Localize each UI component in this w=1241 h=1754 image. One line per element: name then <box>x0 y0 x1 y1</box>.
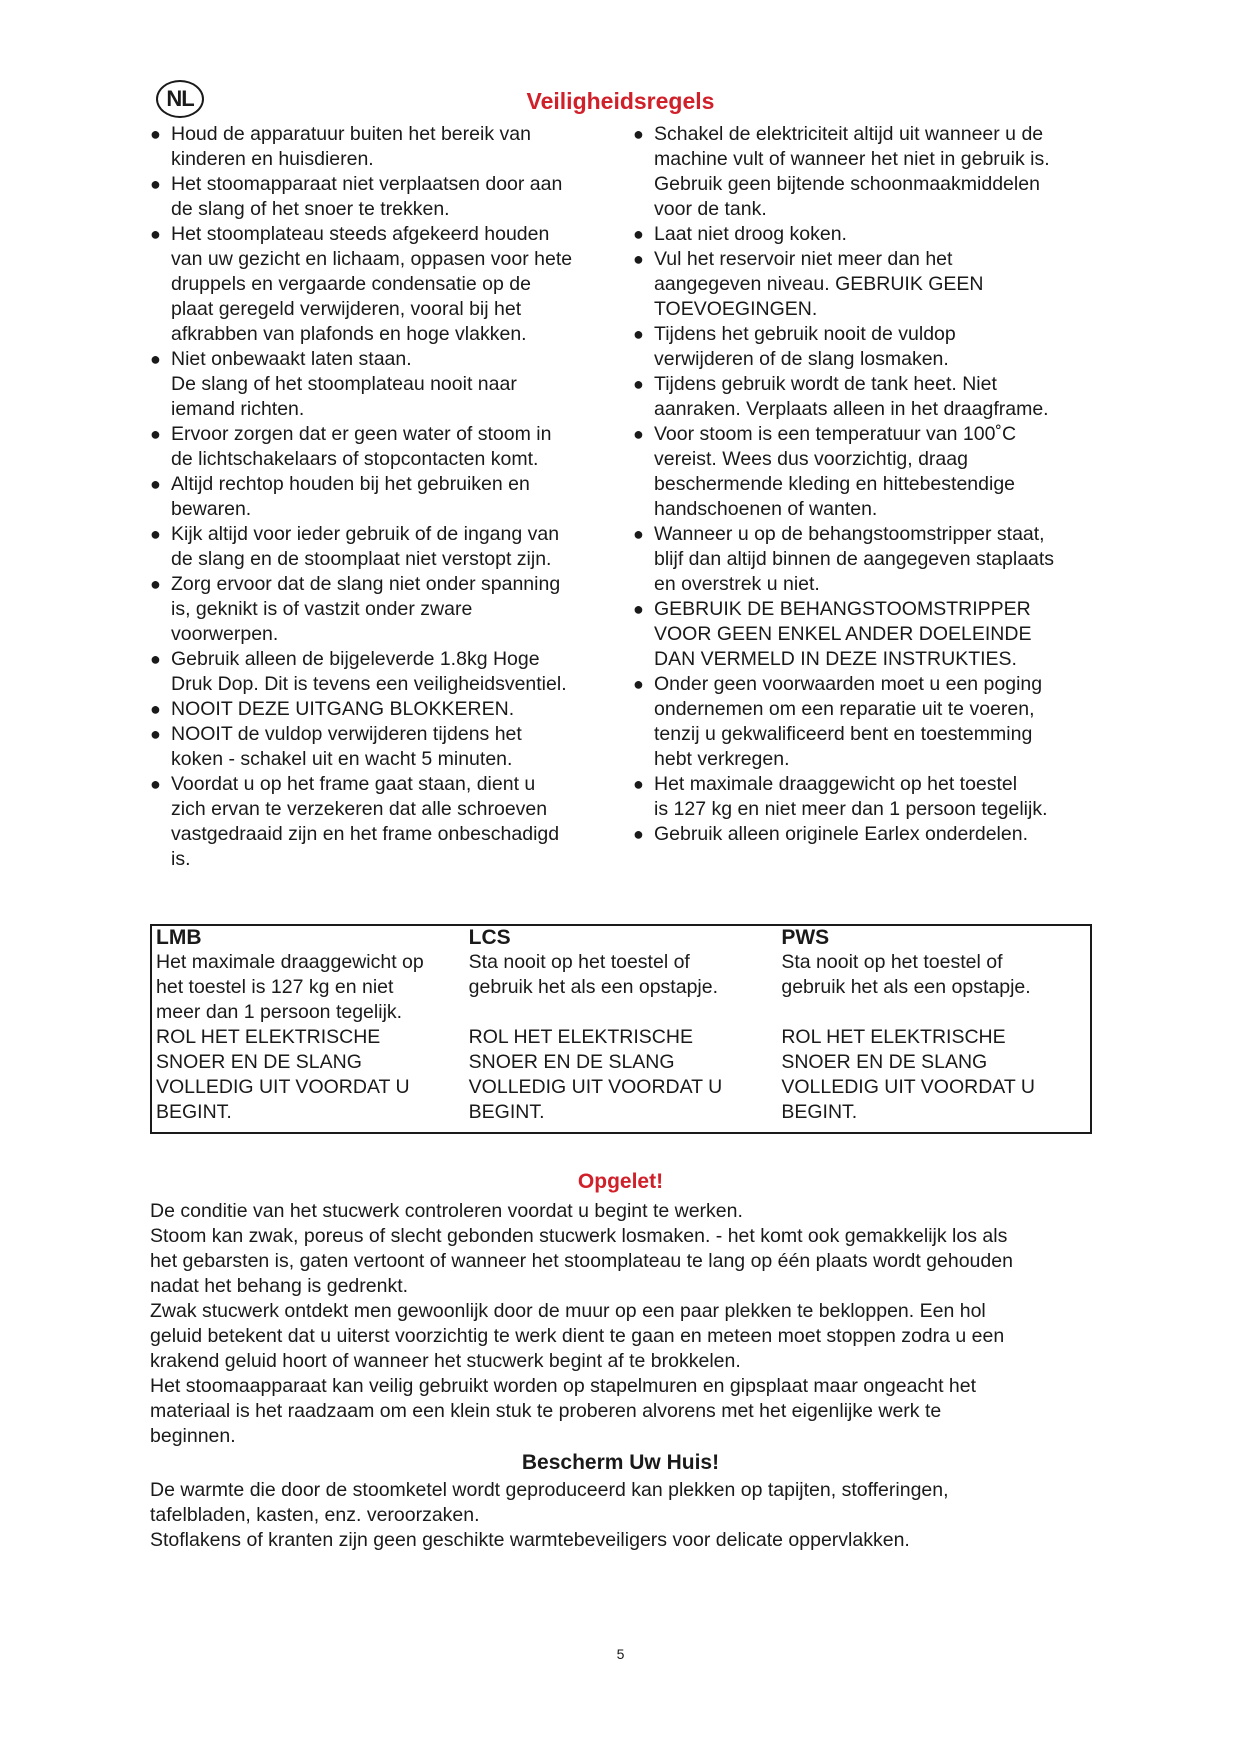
safety-rule-text: Tijdens het gebruik nooit de vuldop verwijderen of de slang losmaken. <box>654 323 956 370</box>
model-instruction: ROL HET ELEKTRISCHE SNOER EN DE SLANG VOLLEDIG UIT VOORDAT U BEGINT. <box>468 1026 723 1123</box>
bullet-icon: ● <box>633 774 644 794</box>
safety-rule-text: Het stoomapparaat niet verplaatsen door aan de slang of het snoer te trekken. <box>171 173 563 220</box>
safety-rule <box>150 772 610 872</box>
safety-rule-text: NOOIT DEZE UITGANG BLOKKEREN. <box>171 698 515 720</box>
bullet-icon: ● <box>633 324 644 344</box>
safety-rule <box>633 422 1103 522</box>
bullet-icon: ● <box>150 124 161 144</box>
models-table <box>150 924 1092 1134</box>
safety-rule-text: Kijk altijd voor ieder gebruik of de ingang van de slang en de stoomplaat niet verstopt zijn. <box>171 523 560 570</box>
safety-rules-right-column <box>633 122 1103 847</box>
caution-title: Opgelet! <box>577 1170 664 1193</box>
safety-rule-text: Voordat u op het frame gaat staan, dient u zich ervan te verzekeren dat alle schroeven vastgedraaid zijn en het frame onbeschadigd is. <box>171 773 560 870</box>
safety-rule-text: Schakel de elektriciteit altijd uit wanneer u de machine vult of wanneer het niet in gebruik is. Gebruik geen bijtende schoonmaakmiddelen voor de tank. <box>654 123 1050 220</box>
safety-rule-text: Niet onbewaakt laten staan. De slang of het stoomplateau nooit naar iemand richten. <box>171 348 517 420</box>
bullet-icon: ● <box>150 224 161 244</box>
model-note: Het maximale draaggewicht op het toestel is 127 kg en niet meer dan 1 persoon tegelijk. <box>156 951 424 1023</box>
bullet-icon: ● <box>633 249 644 269</box>
safety-rule-text: Vul het reservoir niet meer dan het aangegeven niveau. GEBRUIK GEEN TOEVOEGINGEN. <box>654 248 984 320</box>
model-name: LCS <box>468 926 511 949</box>
safety-rule <box>633 122 1103 222</box>
safety-rule <box>633 772 1103 822</box>
bullet-icon: ● <box>150 699 161 719</box>
caution-body: De conditie van het stucwerk controleren voordat u begint te werken. Stoom kan zwak, poreus of slecht gebonden stucwerk losmaken. - het komt ook gemakkelijk los als het gebarsten is, gaten vertoont of wanneer het stoomplateau te lang op één plaats wordt gehouden nadat het behang is gedrenkt. Zwak stucwerk ontdekt men gewoonlijk door de muur op een paar plekken te bekloppen. Een hol geluid betekent dat u uiterst voorzichtig te werk dient te gaan en meteen moet stoppen zodra u een krakend geluid hoort of wanneer het stucwerk begint af te brokkelen. Het stoomaapparaat kan veilig gebruikt worden op stapelmuren en gipsplaat maar ongeacht het materiaal is het raadzaam om een klein stuk te proberen alvorens met het eigenlijke werk te beginnen. <box>150 1200 1013 1447</box>
safety-rule <box>150 172 610 222</box>
bullet-icon: ● <box>150 774 161 794</box>
model-column-pws <box>777 926 1090 1132</box>
safety-rule <box>633 322 1103 372</box>
safety-rule-text: Voor stoom is een temperatuur van 100˚C vereist. Wees dus voorzichtig, draag beschermende kleding en hittebestendige handschoenen of wanten. <box>654 423 1017 520</box>
safety-rule-text: Zorg ervoor dat de slang niet onder spanning is, geknikt is of vastzit onder zware voorwerpen. <box>171 573 561 645</box>
safety-rule-text: GEBRUIK DE BEHANGSTOOMSTRIPPER VOOR GEEN ENKEL ANDER DOELEINDE DAN VERMELD IN DEZE INSTRUKTIES. <box>654 598 1032 670</box>
page-number: 5 <box>616 1646 625 1662</box>
bullet-icon: ● <box>633 674 644 694</box>
model-name: LMB <box>156 926 202 949</box>
safety-rule-text: Onder geen voorwaarden moet u een poging ondernemen om een reparatie uit te voeren, tenzij u gekwalificeerd bent en toestemming hebt verkregen. <box>654 673 1043 770</box>
model-note: Sta nooit op het toestel of gebruik het als een opstapje. <box>781 951 1031 998</box>
safety-rule <box>150 647 610 697</box>
safety-rules-left-column <box>150 122 610 872</box>
model-name: PWS <box>781 926 830 949</box>
safety-rule <box>150 722 610 772</box>
protect-home-title: Bescherm Uw Huis! <box>521 1451 720 1474</box>
bullet-icon: ● <box>633 524 644 544</box>
safety-rule <box>633 372 1103 422</box>
safety-rule-text: Ervoor zorgen dat er geen water of stoom in de lichtschakelaars of stopcontacten komt. <box>171 423 552 470</box>
safety-rule-text: Het stoomplateau steeds afgekeerd houden van uw gezicht en lichaam, oppasen voor hete druppels en vergaarde condensatie op de plaat geregeld verwijderen, vooral bij het afkrabben van plafonds en hoge vlakken. <box>171 223 573 345</box>
bullet-icon: ● <box>633 599 644 619</box>
bullet-icon: ● <box>633 224 644 244</box>
safety-rule-text: Wanneer u op de behangstoomstripper staat, blijf dan altijd binnen de aangegeven staplaats en overstrek u niet. <box>654 523 1055 595</box>
model-instruction: ROL HET ELEKTRISCHE SNOER EN DE SLANG VOLLEDIG UIT VOORDAT U BEGINT. <box>156 1026 410 1123</box>
safety-rule <box>633 822 1103 847</box>
bullet-icon: ● <box>150 724 161 744</box>
safety-rule-text: Tijdens gebruik wordt de tank heet. Niet aanraken. Verplaats alleen in het draagframe. <box>654 373 1049 420</box>
bullet-icon: ● <box>150 174 161 194</box>
safety-rule-text: NOOIT de vuldop verwijderen tijdens het koken - schakel uit en wacht 5 minuten. <box>171 723 522 770</box>
safety-rule <box>150 472 610 522</box>
model-column-lmb <box>152 926 465 1132</box>
safety-rule <box>150 122 610 172</box>
bullet-icon: ● <box>633 424 644 444</box>
bullet-icon: ● <box>633 124 644 144</box>
language-badge: NL <box>156 80 204 118</box>
page-title: Veiligheidsregels <box>526 88 715 114</box>
safety-rule-text: Gebruik alleen originele Earlex onderdelen. <box>654 823 1028 845</box>
safety-rule-text: Laat niet droog koken. <box>654 223 847 245</box>
bullet-icon: ● <box>633 374 644 394</box>
bullet-icon: ● <box>150 349 161 369</box>
safety-rule <box>150 697 610 722</box>
bullet-icon: ● <box>150 524 161 544</box>
safety-rule-text: Gebruik alleen de bijgeleverde 1.8kg Hoge Druk Dop. Dit is tevens een veiligheidsventiel. <box>171 648 567 695</box>
safety-rule <box>150 522 610 572</box>
safety-rule <box>633 522 1103 597</box>
safety-rule <box>150 347 610 422</box>
bullet-icon: ● <box>633 824 644 844</box>
safety-rule <box>150 422 610 472</box>
bullet-icon: ● <box>150 649 161 669</box>
bullet-icon: ● <box>150 424 161 444</box>
safety-rule-text: Altijd rechtop houden bij het gebruiken en bewaren. <box>171 473 530 520</box>
safety-rule-text: Houd de apparatuur buiten het bereik van kinderen en huisdieren. <box>171 123 531 170</box>
protect-home-body: De warmte die door de stoomketel wordt geproduceerd kan plekken op tapijten, stofferingen, tafelbladen, kasten, enz. veroorzaken. Stoflakens of kranten zijn geen geschikte warmtebeveiligers voor delicate oppervlakken. <box>150 1479 949 1551</box>
safety-rule-text: Het maximale draaggewicht op het toestel is 127 kg en niet meer dan 1 persoon tegelijk. <box>654 773 1048 820</box>
model-instruction: ROL HET ELEKTRISCHE SNOER EN DE SLANG VOLLEDIG UIT VOORDAT U BEGINT. <box>781 1026 1035 1123</box>
safety-rule <box>150 222 610 347</box>
safety-rule <box>633 247 1103 322</box>
model-column-lcs <box>465 926 778 1132</box>
safety-rule <box>633 222 1103 247</box>
bullet-icon: ● <box>150 574 161 594</box>
safety-rule <box>633 672 1103 772</box>
model-note: Sta nooit op het toestel of gebruik het als een opstapje. <box>468 951 719 998</box>
safety-rule <box>633 597 1103 672</box>
bullet-icon: ● <box>150 474 161 494</box>
safety-rule <box>150 572 610 647</box>
